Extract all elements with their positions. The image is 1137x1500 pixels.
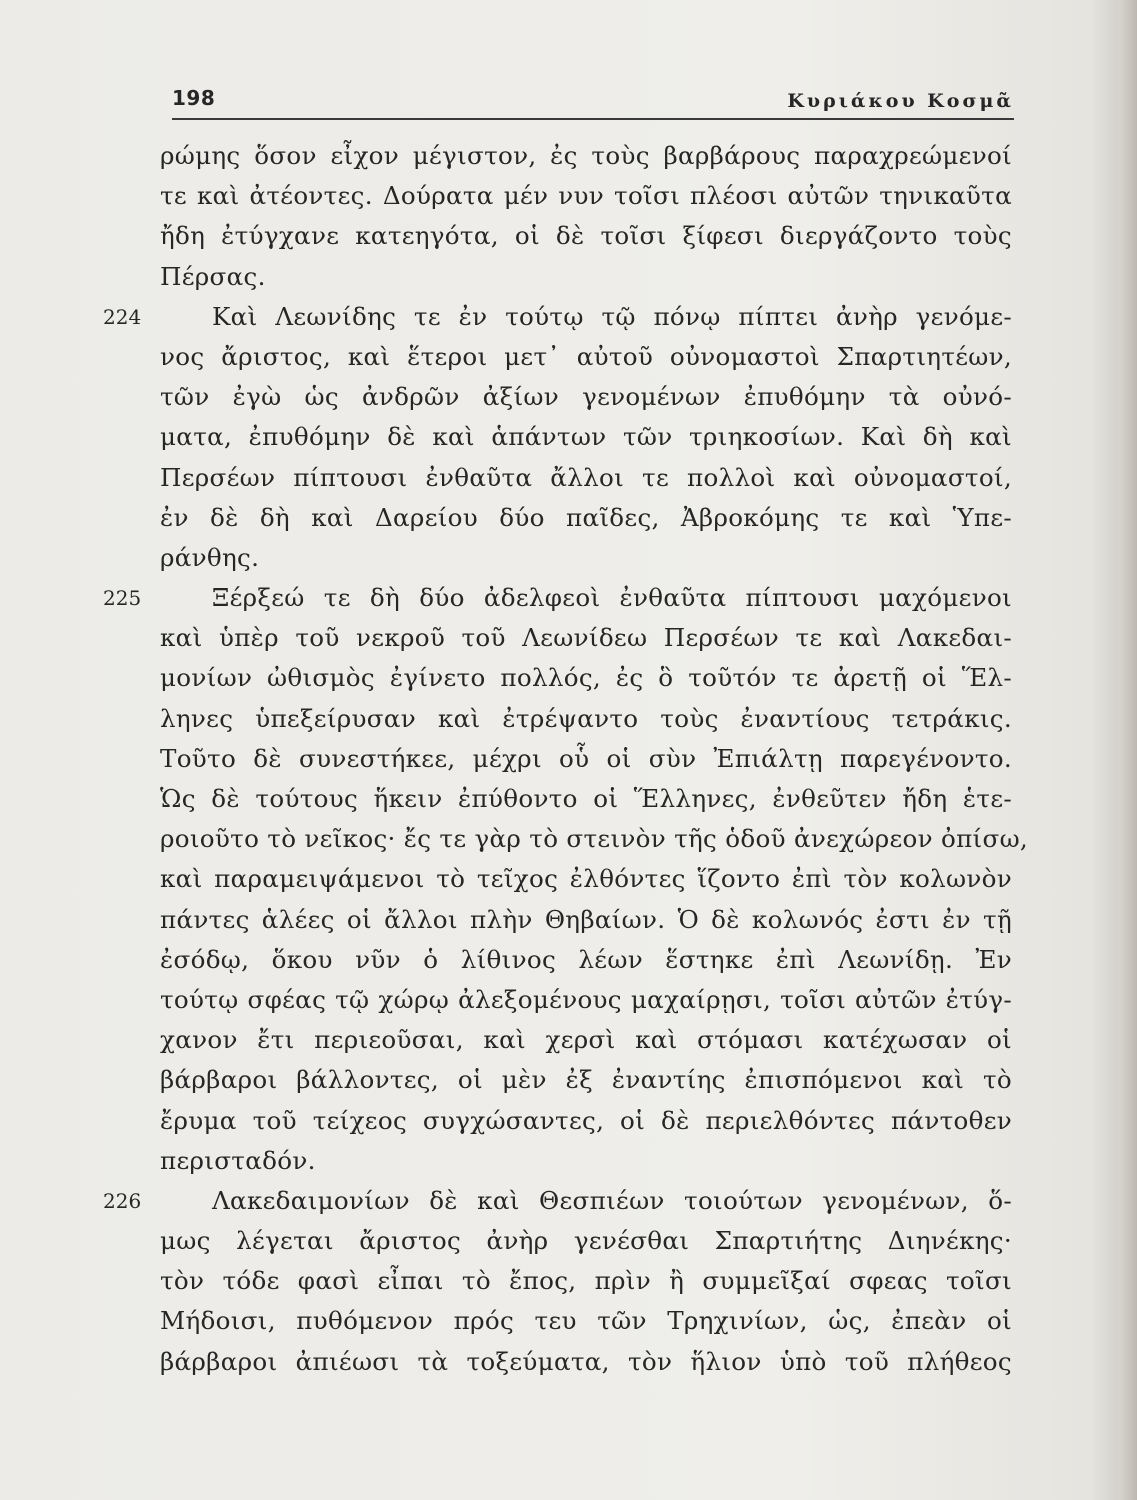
text-line: περισταδόν. [160,1145,316,1175]
text-line: Μήδοισι, πυθόμενον πρός τευ τῶν Τρηχινίων, ὡς, ἐπεὰν οἱ [160,1306,1012,1336]
section-number: 226 [103,1188,142,1213]
text-line: Τοῦτο δὲ συνεστήκεε, μέχρι οὗ οἱ σὺν Ἐπιάλτῃ παρεγένοντο. [160,743,1012,773]
text-line: τῶν ἐγὼ ὡς ἀνδρῶν ἀξίων γενομένων ἐπυθόμην τὰ οὐνό- [160,382,1012,412]
text-line: ράνθης. [160,542,260,572]
page-number: 198 [172,86,216,110]
text-line: χανον ἔτι περιεοῦσαι, καὶ χερσὶ καὶ στόμασι κατέχωσαν οἱ [160,1025,1012,1055]
text-line: βάρβαροι βάλλοντες, οἱ μὲν ἐξ ἐναντίης ἐπισπόμενοι καὶ τὸ [160,1065,1012,1095]
page-header [172,84,1014,120]
text-line: τε καὶ ἀτέοντες. Δούρατα μέν νυν τοῖσι πλέοσι αὐτῶν τηνικαῦτα [160,181,1012,211]
text-line: βάρβαροι ἀπιέωσι τὰ τοξεύματα, τὸν ἥλιον ὑπὸ τοῦ πλήθεος [160,1346,1012,1376]
text-line: καὶ ὑπὲρ τοῦ νεκροῦ τοῦ Λεωνίδεω Περσέων τε καὶ Λακεδαι- [160,623,1012,653]
text-line: ροιοῦτο τὸ νεῖκος· ἔς τε γὰρ τὸ στεινὸν τῆς ὁδοῦ ἀνεχώρεον ὀπίσω, [160,824,1029,854]
paragraph-line [103,1181,1012,1221]
paragraph-line [103,297,1012,337]
text-line: ματα, ἐπυθόμην δὲ καὶ ἁπάντων τῶν τριηκοσίων. Καὶ δὴ καὶ [160,422,1012,452]
text-line: ἐν δὲ δὴ καὶ Δαρείου δύο παῖδες, Ἀβροκόμης τε καὶ Ὑπε- [160,502,1012,532]
text-line: Καὶ Λεωνίδης τε ἐν τούτῳ τῷ πόνῳ πίπτει ἀνὴρ γενόμε- [212,301,1012,331]
paragraph-line [103,578,1012,618]
section-number: 225 [103,586,142,611]
text-line: Λακεδαιμονίων δὲ καὶ Θεσπιέων τοιούτων γενομένων, ὅ- [212,1185,1012,1215]
page-edge-shadow [1119,0,1137,1500]
section-number: 224 [103,304,142,329]
text-line: Περσέων πίπτουσι ἐνθαῦτα ἄλλοι τε πολλοὶ καὶ οὐνομαστοί, [160,462,1012,492]
text-line: νος ἄριστος, καὶ ἕτεροι μετ᾿ αὐτοῦ οὐνομαστοὶ Σπαρτιητέων, [160,341,1012,371]
text-line: καὶ παραμειψάμενοι τὸ τεῖχος ἐλθόντες ἵζοντο ἐπὶ τὸν κολωνὸν [160,864,1012,894]
text-line: Ξέρξεώ τε δὴ δύο ἀδελφεοὶ ἐνθαῦτα πίπτουσι μαχόμενοι [212,583,1012,613]
text-line: μως λέγεται ἄριστος ἀνὴρ γενέσθαι Σπαρτιήτης Διηνέκης· [160,1226,1012,1256]
text-line: ἔρυμα τοῦ τείχεος συγχώσαντες, οἱ δὲ περιελθόντες πάντοθεν [160,1105,1012,1135]
text-line: ρώμης ὅσον εἶχον μέγιστον, ἐς τοὺς βαρβάρους παραχρεώμενοί [160,141,1012,170]
text-line: τούτῳ σφέας τῷ χώρῳ ἀλεξομένους μαχαίρῃσι, τοῖσι αὐτῶν ἐτύγ- [160,984,1012,1014]
text-line: Ὡς δὲ τούτους ἥκειν ἐπύθοντο οἱ Ἕλληνες, ἐνθεῦτεν ἤδη ἑτε- [160,784,1012,813]
text-line: πάντες ἁλέες οἱ ἄλλοι πλὴν Θηβαίων. Ὁ δὲ κολωνός ἐστι ἐν τῇ [160,904,1012,934]
text-line: τὸν τόδε φασὶ εἶπαι τὸ ἔπος, πρὶν ἢ συμμεῖξαί σφεας τοῖσι [160,1266,1012,1296]
text-line: μονίων ὠθισμὸς ἐγίνετο πολλός, ἐς ὃ τοῦτόν τε ἀρετῇ οἱ Ἕλ- [160,663,1012,693]
text-line: ἤδη ἐτύγχανε κατεηγότα, οἱ δὲ τοῖσι ξίφεσι διεργάζοντο τοὺς [160,221,1012,251]
body-text [103,136,1029,1382]
text-line: ληνες ὑπεξείρυσαν καὶ ἐτρέψαντο τοὺς ἐναντίους τετράκις. [160,703,1012,733]
text-line: Πέρσας. [160,261,266,291]
running-title: Κυριάκου Κοσμᾶ [787,90,1014,112]
text-line: ἐσόδῳ, ὅκου νῦν ὁ λίθινος λέων ἕστηκε ἐπὶ Λεωνίδῃ. Ἐν [160,944,1012,974]
